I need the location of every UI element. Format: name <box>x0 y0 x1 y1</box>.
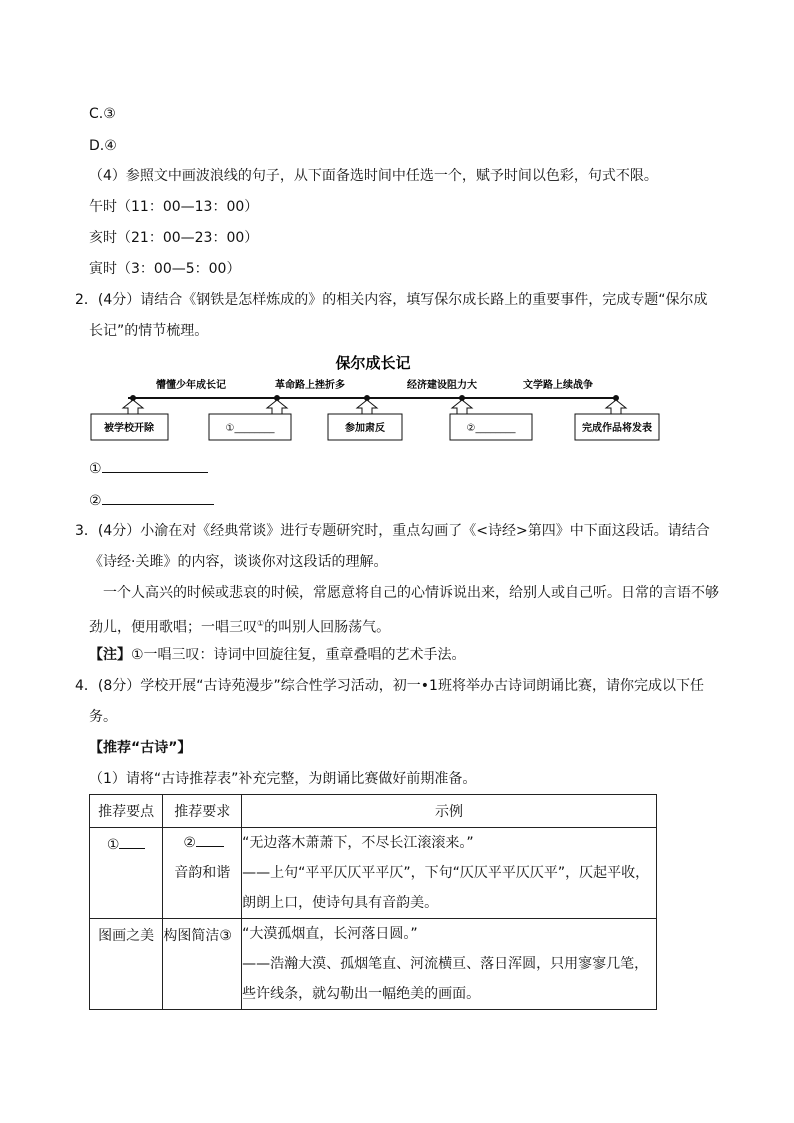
row1-example-line2: ——上句“平平仄仄平平仄”，下句“仄仄平平仄仄平”，仄起平收， <box>242 865 650 881</box>
note-text: ①一唱三叹：诗词中回旋往复，重章叠唱的艺术手法。 <box>131 647 466 663</box>
poem-recommendation-table <box>89 794 657 1010</box>
header-cell-example: 示例 <box>242 795 657 828</box>
stage-label-3: 经济建设阻力大 <box>407 380 477 391</box>
q2-line2: 长记”的情节梳理。 <box>89 323 209 339</box>
q3-note <box>89 645 466 665</box>
event-text-3: 参加肃反 <box>345 423 385 434</box>
answer-blank-2[interactable] <box>102 490 214 505</box>
q4-line1: 4．(8分）学校开展“古诗苑漫步”综合性学习活动，初一•1班将举办古诗词朗诵比赛，请你完成以下任 <box>75 678 704 694</box>
answer-line-1 <box>89 458 208 479</box>
event-box-5 <box>575 400 659 440</box>
q4-line2: 务。 <box>89 709 117 725</box>
footnote-mark: ① <box>257 619 265 628</box>
q3-quote2-b: 的叫别人回肠荡气。 <box>264 619 391 636</box>
row1-points-cell <box>90 828 163 919</box>
note-label: 【注】 <box>89 647 131 663</box>
answer-marker-1: ① <box>89 461 102 477</box>
row1-requirement-text: 音韵和谐 <box>174 865 231 881</box>
row2-example-line1: “大漠孤烟直，长河落日圆。” <box>242 926 418 942</box>
q4-sub1: （1）请将“古诗推荐表”补充完整，为朗诵比赛做好前期准备。 <box>89 771 477 787</box>
answer-line-2 <box>89 490 214 511</box>
row1-example-line3: 朗朗上口，使诗句具有音韵美。 <box>242 895 439 911</box>
answer-marker-2: ② <box>89 493 102 509</box>
option-d: D.④ <box>89 138 117 154</box>
q1-4-prompt: （4）参照文中画波浪线的句子，从下面备选时间中任选一个，赋予时间以色彩，句式不限。 <box>89 168 658 184</box>
header-cell-points: 推荐要点 <box>90 795 163 828</box>
event-text-4: ②________ <box>466 423 516 434</box>
q3-line1: 3．(4分）小渝在对《经典常谈》进行专题研究时，重点勾画了《<诗经>第四》中下面这段话。请结合 <box>75 523 710 539</box>
event-box-4 <box>450 400 532 440</box>
q4-section-heading: 【推荐“古诗”】 <box>89 740 192 756</box>
event-text-1: 被学校开除 <box>104 423 154 434</box>
row2-example-cell <box>242 919 657 1010</box>
event-text-5: 完成作品将发表 <box>582 423 652 434</box>
callout-arrow-3 <box>357 400 377 414</box>
callout-arrow-5 <box>606 400 626 414</box>
q3-quote-line2 <box>89 614 390 638</box>
event-box-3 <box>328 400 402 440</box>
stage-label-4: 文学路上续战争 <box>523 380 593 391</box>
diagram-svg <box>88 350 668 450</box>
row2-points-cell: 图画之美 <box>90 919 163 1010</box>
table-blank-2[interactable] <box>196 832 224 847</box>
header-cell-requirements: 推荐要求 <box>163 795 242 828</box>
time-option-wu: 午时（11：00—13：00） <box>89 199 259 215</box>
callout-arrow-2 <box>267 400 287 414</box>
stage-label-1: 懵懂少年成长记 <box>156 380 226 391</box>
q2-line1: 2．(4分）请结合《钢铁是怎样炼成的》的相关内容，填写保尔成长路上的重要事件，完成专题“保尔成 <box>75 292 708 308</box>
row1-requirement-blank-line <box>163 828 241 858</box>
blank-marker-1: ① <box>106 837 120 853</box>
row1-example-cell <box>242 828 657 919</box>
answer-blank-1[interactable] <box>102 458 208 473</box>
q3-quote2-a: 劲儿，便用歌唱；一唱三叹 <box>89 619 257 636</box>
event-box-2 <box>209 400 291 440</box>
row1-example-line1: “无边落木萧萧下，不尽长江滚滚来。” <box>242 835 474 851</box>
callout-arrow-1 <box>123 400 143 414</box>
q3-quote-line1: 一个人高兴的时候或悲哀的时候，常愿意将自己的心情诉说出来，给别人或自己听。日常的言语不够 <box>103 585 719 601</box>
table-row <box>90 828 657 919</box>
table-header-row <box>90 795 657 828</box>
paul-growth-diagram <box>88 350 668 450</box>
time-option-hai: 亥时（21：00—23：00） <box>89 230 259 246</box>
row2-example-line3: 些许线条，就勾勒出一幅绝美的画面。 <box>242 986 481 1002</box>
event-text-2: ①________ <box>225 423 275 434</box>
table-row <box>90 919 657 1010</box>
row2-requirement-cell <box>163 919 242 1010</box>
diagram-title: 保尔成长记 <box>335 354 411 372</box>
option-c: C.③ <box>89 106 116 122</box>
stage-label-2: 革命路上挫折多 <box>275 380 345 391</box>
row2-requirement-text: 构图简洁③ <box>163 928 232 944</box>
row1-requirement-cell <box>163 828 242 919</box>
event-box-1 <box>91 400 168 440</box>
row2-example-line2: ——浩瀚大漠、孤烟笔直、河流横亘、落日浑圆，只用寥寥几笔， <box>242 956 649 972</box>
table-blank-1[interactable] <box>119 834 145 849</box>
q3-line2: 《诗经·关雎》的内容，谈谈你对这段话的理解。 <box>89 554 388 570</box>
blank-marker-2: ② <box>183 835 196 851</box>
callout-arrow-4 <box>452 400 472 414</box>
time-option-yin: 寅时（3：00—5：00） <box>89 261 241 277</box>
